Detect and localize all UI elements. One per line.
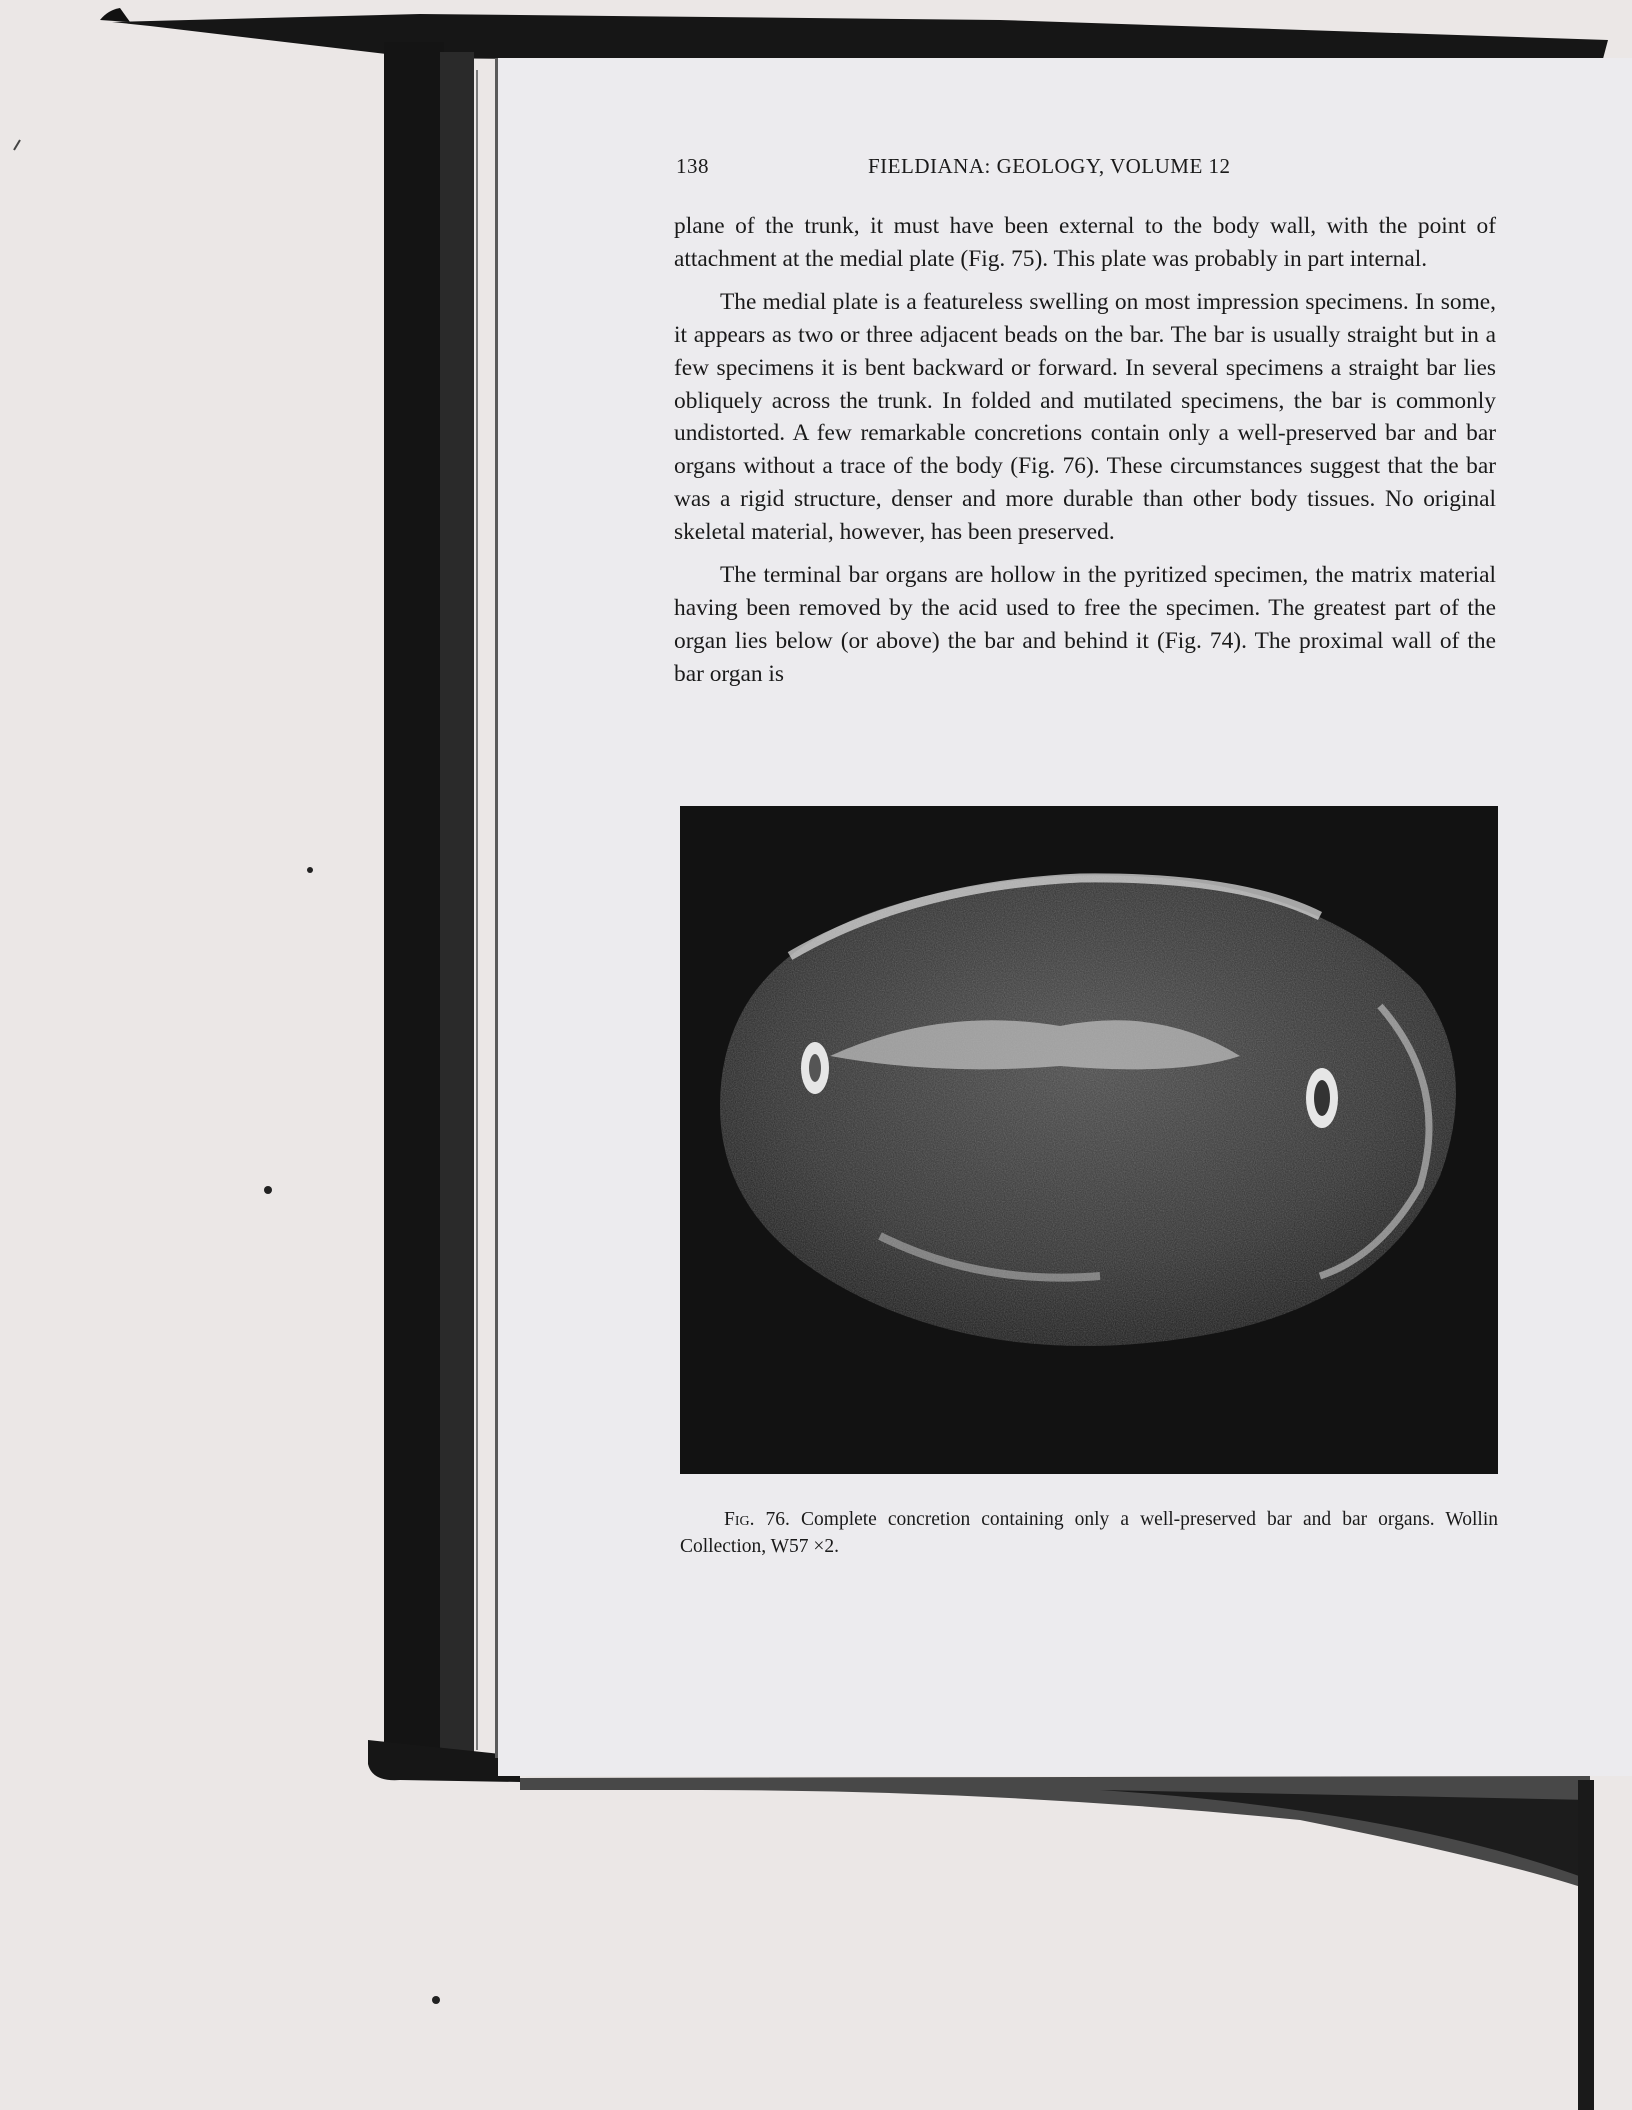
paragraph-3: The terminal bar organs are hollow in the pyritized specimen, the matrix material having been removed by the acid used to free the specimen. The greatest part of the organ lies below (or above) the bar and behind it (Fig. 74). The proximal wall of the bar organ is (674, 562, 1496, 687)
paragraph-2: The medial plate is a featureless swelling on most impression specimens. In some, it appears as two or three adjacent beads on the bar. The bar is usually straight but in a few specimens it is bent backward or forward. In several specimens a straight bar lies obliquely across the trunk. In folded and mutilated specimens, the bar is commonly undistorted. A few remarkable concretions contain only a well-preserved bar and bar organs without a trace of the body (Fig. 76). These circumstances suggest that the bar was a rigid structure, denser and more durable than other body tissues. No original skeletal material, however, has been preserved. (674, 288, 1496, 546)
paragraph-1: plane of the trunk, it must have been external to the body wall, with the point of attachment at the medial plate (Fig. 75). This plate was probably in part internal. (674, 213, 1496, 272)
running-title: FIELDIANA: GEOLOGY, VOLUME 12 (868, 154, 1231, 178)
figure-76-photograph (680, 806, 1498, 1474)
body-text (674, 210, 1496, 701)
figure-label: Fig. 76. (724, 1509, 790, 1530)
page-number: 138 (676, 154, 709, 178)
caption-text: Complete concretion containing only a well-preserved bar and bar organs. Wollin Collection, W57 ×2. (680, 1509, 1498, 1557)
figure-caption (680, 1506, 1498, 1560)
running-head (676, 154, 1306, 184)
